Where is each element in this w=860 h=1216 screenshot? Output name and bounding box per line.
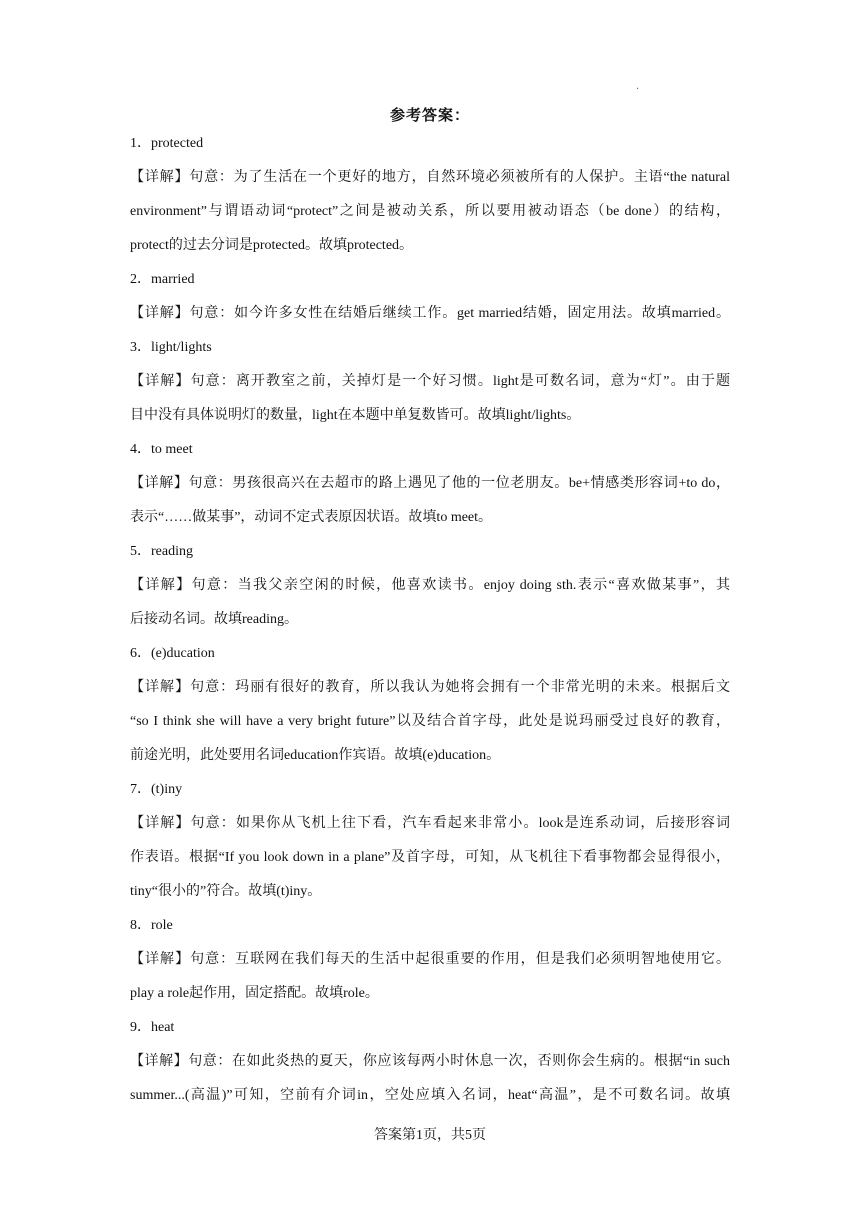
answer-heading: 5．reading bbox=[130, 544, 193, 559]
explanation-line: 【详解】句意：在如此炎热的夏天，你应该每两小时休息一次，否则你会生病的。根据“in such bbox=[130, 1054, 730, 1069]
answer-heading: 2．married bbox=[130, 272, 195, 287]
explanation-line: 【详解】句意：互联网在我们每天的生活中起很重要的作用，但是我们必须明智地使用它。 bbox=[130, 952, 730, 967]
explanation-line: 【详解】句意：离开教室之前，关掉灯是一个好习惯。light是可数名词，意为“灯”。由于题 bbox=[130, 374, 730, 389]
explanation-line: 【详解】句意：玛丽有很好的教育，所以我认为她将会拥有一个非常光明的未来。根据后文 bbox=[130, 680, 730, 695]
explanation-line: 表示“……做某事”，动词不定式表原因状语。故填to meet。 bbox=[130, 510, 493, 525]
explanation-line: play a role起作用，固定搭配。故填role。 bbox=[130, 986, 379, 1001]
page-title: 参考答案： bbox=[389, 106, 470, 124]
explanation-line: summer...(高温)”可知，空前有介词in，空处应填入名词，heat“高温”，是不可数名词。故填 bbox=[130, 1088, 730, 1103]
explanation-line: 【详解】句意：为了生活在一个更好的地方，自然环境必须被所有的人保护。主语“the natural bbox=[130, 170, 730, 185]
explanation-line: 【详解】句意：当我父亲空闲的时候，他喜欢读书。enjoy doing sth.表示“喜欢做某事”，其 bbox=[130, 578, 730, 593]
explanation-line: 【详解】句意：如果你从飞机上往下看，汽车看起来非常小。look是连系动词，后接形容词 bbox=[130, 816, 730, 831]
explanation-line: tiny“很小的”符合。故填(t)iny。 bbox=[130, 884, 322, 899]
answer-heading: 9．heat bbox=[130, 1020, 175, 1035]
page-footer: 答案第1页，共5页 bbox=[374, 1128, 486, 1143]
answer-content bbox=[130, 131, 730, 1117]
explanation-line: protect的过去分词是protected。故填protected。 bbox=[130, 238, 414, 253]
explanation-line: 后接动名词。故填reading。 bbox=[130, 612, 298, 627]
answer-heading: 4．to meet bbox=[130, 442, 193, 457]
explanation-line: 目中没有具体说明灯的数量，light在本题中单复数皆可。故填light/lights。 bbox=[130, 408, 581, 423]
answer-heading: 1．protected bbox=[130, 136, 204, 151]
page-mark: · bbox=[636, 84, 640, 95]
explanation-line: 【详解】句意：男孩很高兴在去超市的路上遇见了他的一位老朋友。be+情感类形容词+to do， bbox=[130, 476, 730, 491]
answer-heading: 7．(t)iny bbox=[130, 782, 183, 797]
explanation-line: “so I think she will have a very bright future”以及结合首字母，此处是说玛丽受过良好的教育， bbox=[130, 714, 730, 729]
explanation-line: 作表语。根据“If you look down in a plane”及首字母，可知，从飞机往下看事物都会显得很小， bbox=[130, 850, 730, 865]
explanation-line: 【详解】句意：如今许多女性在结婚后继续工作。get married结婚，固定用法。故填married。 bbox=[130, 306, 730, 321]
answer-heading: 8．role bbox=[130, 918, 173, 933]
explanation-line: 前途光明，此处要用名词education作宾语。故填(e)ducation。 bbox=[130, 748, 501, 763]
explanation-line: environment”与谓语动词“protect”之间是被动关系，所以要用被动语态（be done）的结构， bbox=[130, 204, 730, 219]
answer-heading: 6．(e)ducation bbox=[130, 646, 215, 661]
answer-heading: 3．light/lights bbox=[130, 340, 212, 355]
